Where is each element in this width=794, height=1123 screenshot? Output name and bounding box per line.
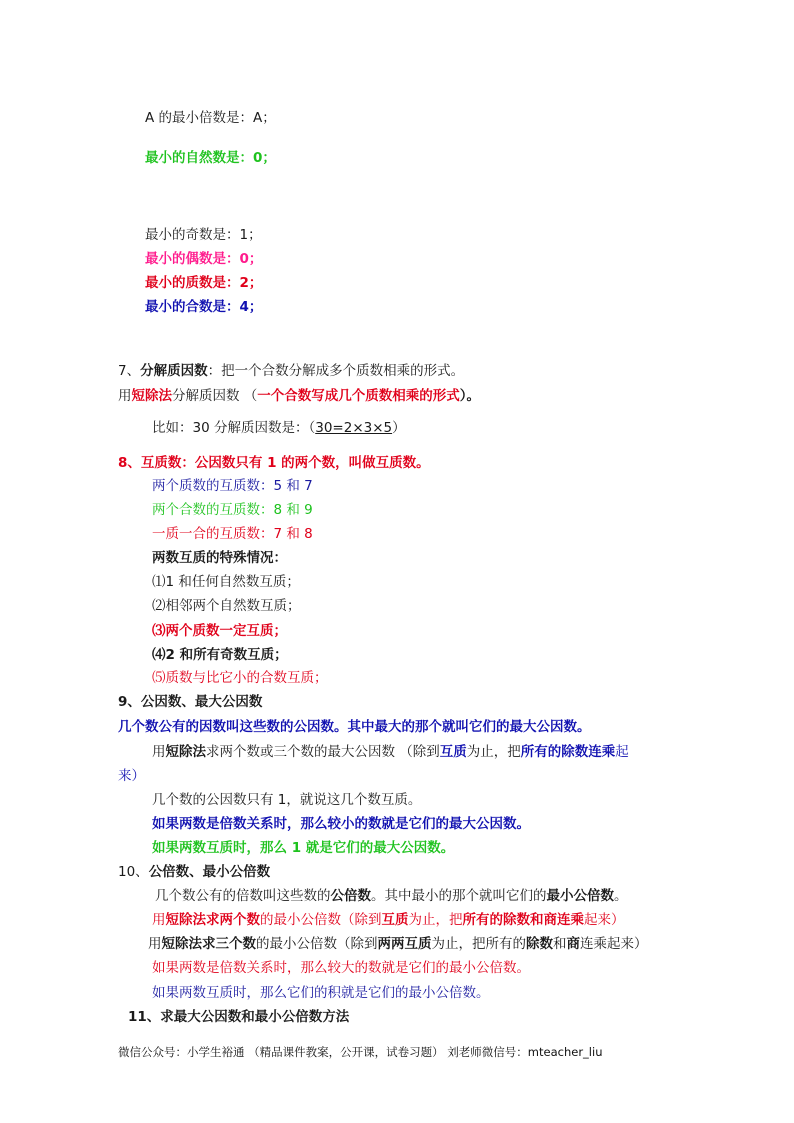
term-common-multiple: 公倍数 xyxy=(330,888,371,904)
text: ）。 xyxy=(459,388,481,404)
line-min-multiple: A 的最小倍数是：A； xyxy=(145,110,276,126)
text: 用 xyxy=(118,388,132,404)
section-10-method-three xyxy=(148,934,648,954)
text: 用 xyxy=(152,912,166,928)
term-prime-factorization: 分解质因数 xyxy=(140,363,208,379)
text: 起 xyxy=(615,744,629,760)
section-7-method xyxy=(118,386,480,406)
term-coprime: 互质 xyxy=(439,744,467,760)
example-formula: 30=2×3×5 xyxy=(315,420,393,436)
section-10-definition xyxy=(155,886,628,906)
coprime-special-cases-title: 两数互质的特殊情况： xyxy=(152,550,287,566)
section-9-definition: 几个数公有的因数叫这些数的公因数。其中最大的那个就叫它们的最大公因数。 xyxy=(118,719,591,735)
section-8-heading: 8、互质数：公因数只有 1 的两个数，叫做互质数。 xyxy=(118,455,430,471)
text: ） xyxy=(392,420,406,436)
definition-text: ：把一个合数分解成多个质数相乘的形式。 xyxy=(207,363,465,379)
section-10-heading xyxy=(118,862,270,882)
term-divisor: 除数 xyxy=(526,936,553,952)
line-min-even: 最小的偶数是：0； xyxy=(145,251,263,267)
coprime-case-2: ⑵相邻两个自然数互质； xyxy=(152,598,301,614)
section-10-rule-multiple: 如果两数是倍数关系时，那么较大的数就是它们的最小公倍数。 xyxy=(152,960,530,976)
term-lcm: 最小公倍数 xyxy=(546,888,614,904)
coprime-case-5: ⑸质数与比它小的合数互质； xyxy=(152,670,328,686)
page-footer: 微信公众号：小学生裕通 （精品课件教案，公开课，试卷习题） 刘老师微信号：mteacher_liu xyxy=(118,1045,603,1059)
line-min-natural: 最小的自然数是：0； xyxy=(145,150,276,166)
text: 为止，把 xyxy=(408,912,463,928)
section-10-method-two xyxy=(152,910,625,930)
coprime-case-1: ⑴1 和任何自然数互质； xyxy=(152,574,300,590)
text: 起来） xyxy=(584,912,625,928)
text: 的最小公倍数（除到 xyxy=(260,912,382,928)
coprime-case-3: ⑶两个质数一定互质； xyxy=(152,623,287,639)
section-9-note: 几个数的公因数只有 1，就说这几个数互质。 xyxy=(152,792,422,808)
term-pairwise-coprime: 两两互质 xyxy=(377,936,432,952)
section-9-rule-coprime: 如果两数互质时，那么 1 就是它们的最大公因数。 xyxy=(152,840,455,856)
section-number: 10、 xyxy=(118,864,149,880)
text: 为止，把所有的 xyxy=(431,936,526,952)
section-7-example xyxy=(152,418,406,438)
section-9-method-cont: 来） xyxy=(118,768,145,784)
coprime-prime-composite: 一质一合的互质数：7 和 8 xyxy=(152,526,313,542)
text: 。 xyxy=(614,888,628,904)
highlight-text: 短除法求两个数 xyxy=(165,912,260,928)
section-9-rule-multiple: 如果两数是倍数关系时，那么较小的数就是它们的最大公因数。 xyxy=(152,816,530,832)
section-number: 7、 xyxy=(118,363,141,379)
section-7-heading xyxy=(118,361,464,381)
highlight-text: 一个合数写成几个质数相乘的形式 xyxy=(257,388,460,404)
text: 几个数公有的倍数叫这些数的 xyxy=(155,888,331,904)
coprime-two-primes: 两个质数的互质数：5 和 7 xyxy=(152,478,313,494)
section-10-rule-coprime: 如果两数互质时，那么它们的积就是它们的最小公倍数。 xyxy=(152,985,490,1001)
line-min-odd: 最小的奇数是：1； xyxy=(145,227,262,243)
text: 分解质因数 （ xyxy=(172,388,258,404)
text: 和 xyxy=(553,936,567,952)
example-label: 比如：30 分解质因数是：（ xyxy=(152,420,316,436)
section-11-heading: 11、求最大公因数和最小公倍数方法 xyxy=(128,1009,350,1025)
highlight-text: 所有的除数和商连乘 xyxy=(462,912,584,928)
line-min-prime: 最小的质数是：2； xyxy=(145,275,263,291)
text: 用 xyxy=(148,936,162,952)
text: 。其中最小的那个就叫它们的 xyxy=(371,888,547,904)
text: 求两个数或三个数的最大公因数 （除到 xyxy=(206,744,440,760)
highlight-text: 短除法求三个数 xyxy=(161,936,256,952)
section-title: 公倍数、最小公倍数 xyxy=(148,864,271,880)
section-9-heading: 9、公因数、最大公因数 xyxy=(118,694,263,710)
text: 的最小公倍数（除到 xyxy=(256,936,378,952)
term-short-division: 短除法 xyxy=(131,388,172,404)
term-short-division: 短除法 xyxy=(165,744,206,760)
term-coprime: 互质 xyxy=(381,912,409,928)
term-multiply-divisors: 所有的除数连乘 xyxy=(520,744,616,760)
coprime-case-4: ⑷2 和所有奇数互质； xyxy=(152,647,288,663)
term-quotient: 商 xyxy=(566,936,580,952)
text: 连乘起来） xyxy=(580,936,648,952)
text: 用 xyxy=(152,744,166,760)
text: 为止，把 xyxy=(466,744,521,760)
line-min-composite: 最小的合数是：4； xyxy=(145,299,263,315)
section-9-method xyxy=(152,742,629,762)
coprime-two-composites: 两个合数的互质数：8 和 9 xyxy=(152,502,313,518)
